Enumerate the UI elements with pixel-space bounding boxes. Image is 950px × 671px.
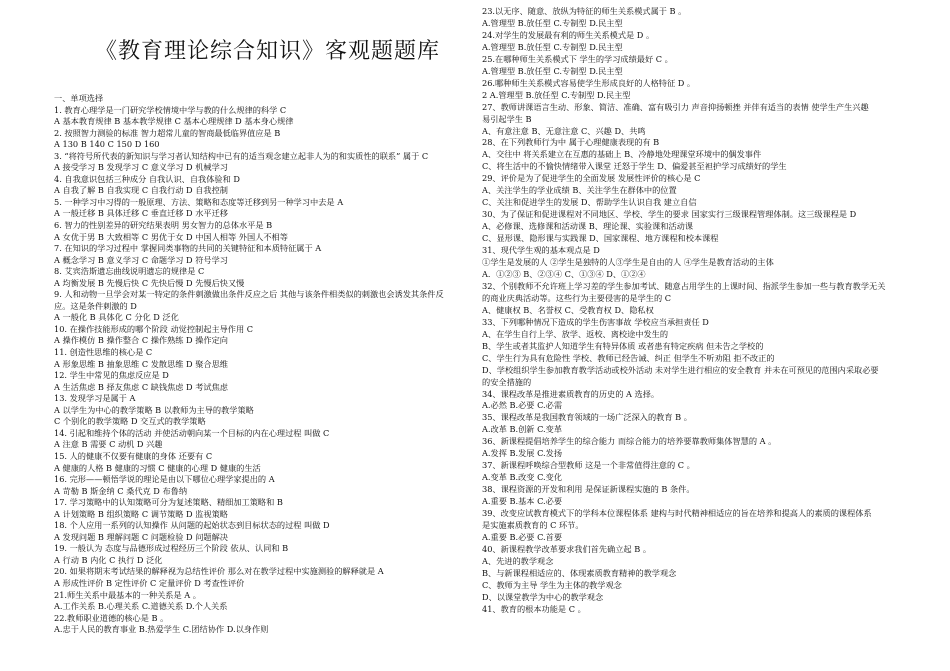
text-line: 6. 智力的性别差异的研究结果表明 男女智力的总体水平是 B — [54, 220, 273, 231]
text-line: A.管理型 B.放任型 C.专制型 D.民主型 — [482, 17, 623, 28]
text-line: A.改革 B.创新 C.变革 — [482, 424, 563, 435]
text-line: A 操作模仿 B 操作整合 C 操作熟练 D 操作定向 — [54, 335, 228, 346]
text-line: A 注意 B 需要 C 动机 D 兴趣 — [54, 439, 163, 450]
text-line: 36、新课程提倡培养学生的综合能力 而综合能力的培养要靠教师集体智慧的 A 。 — [482, 436, 777, 447]
text-line: A．①②③ B、②③④ C、①③④ D、①②④ — [482, 268, 646, 279]
text-line: A 接受学习 B 发现学习 C 意义学习 D 机械学习 — [54, 162, 228, 173]
text-line: A 健康的人格 B 健康的习惯 C 健康的心理 D 健康的生活 — [54, 462, 261, 473]
text-line: 2. 按照智力测验的标准 智力超常儿童的智商最低临界值应是 B — [54, 127, 281, 138]
text-line: B、与新课程相适应的、体现素质教育精神的教学观念 — [482, 567, 677, 578]
text-line: 25.在哪种师生关系模式下 学生的学习成绩最好 C 。 — [482, 53, 673, 64]
text-line: A、交往中 将关系建立在互惠的基础上 B、冷静地处理课堂环境中的偶发事件 — [482, 149, 762, 160]
text-line: 11. 创造性思维的核心是 C — [54, 347, 153, 358]
text-line: A 形象思维 B 抽象思维 C 发散思维 D 聚合思维 — [54, 358, 228, 369]
text-line: 17. 学习策略中的认知策略可分为复述策略、精细加工策略和 B — [54, 497, 283, 508]
text-line: 3. “将符号所代表的新知识与学习者认知结构中已有的适当观念建立起非人为的和实质性的联系” 属于 C — [54, 150, 429, 161]
text-line: C、显形课、隐形课与实践课 D、国家课程、地方课程和校本课程 — [482, 233, 719, 244]
text-line: A.发挥 B.发展 C.发扬 — [482, 448, 563, 459]
text-line: 一、单项选择 — [54, 93, 104, 103]
text-line: 4. 自我意识包括三种成分 自我认识、自我体验和 D — [54, 173, 240, 184]
text-line: 19. 一般认为 态度与品德形成过程经历三个阶段 依从、认同和 B — [54, 543, 289, 554]
text-line: 20. 如果将期末考试结果的解释视为总结性评价 那么对在教学过程中实施测验的解释就是 A — [54, 566, 384, 577]
text-line: A.工作关系 B.心理关系 C.道德关系 D.个人关系 — [54, 601, 228, 612]
text-line: A.管理型 B.放任型 C.专制型 D.民主型 — [482, 41, 623, 52]
text-line: 14. 引起和维持个体的活动 并使活动朝向某一个目标的内在心理过程 叫做 C — [54, 427, 330, 438]
text-line: A 女优于男 B 大致相等 C 男优于女 D 中国人相等 外国人不相等 — [54, 231, 288, 242]
text-line: 24.对学生的发展最有利的师生关系模式是 D 。 — [482, 29, 655, 40]
text-line: A 自我了解 B 自我实现 C 自我行动 D 自我控制 — [54, 185, 228, 196]
text-line: 35、课程改革是我国教育领域的一场广泛深入的教育 B 。 — [482, 412, 692, 423]
text-line: C、将生活中的不愉快情绪带入课堂 迁怒于学生 D、偏爱甚至袒护学习成绩好的学生 — [482, 161, 787, 172]
text-line: A 概念学习 B 意义学习 C 命题学习 D 符号学习 — [54, 254, 228, 265]
text-line: 8. 艾宾浩斯遗忘曲线说明遗忘的规律是 C — [54, 266, 205, 277]
text-line: ①学生是发展的人 ②学生是独特的人③学生是自由的人 ④学生是教育活动的主体 — [482, 257, 774, 268]
text-line: A.管理型 B.放任型 C.专制型 D.民主型 — [482, 65, 623, 76]
text-line: 40、新课程教学改革要求我们首先确立起 B 。 — [482, 543, 652, 554]
text-line: 的安全措施的 — [482, 376, 532, 387]
text-line: 16. 完形——顿悟学说的理论是由以下哪位心理学家提出的 A — [54, 474, 275, 485]
text-line: 13. 发现学习是属于 A — [54, 393, 136, 404]
text-line: 39、改变应试教育模式下的学科本位课程体系 建构与时代精神相适应的旨在培养和提高人的素质的课程体系 — [482, 508, 872, 519]
text-line: 12. 学生中常见的焦虑反应是 D — [54, 370, 169, 381]
text-line: D、学校组织学生参加教育教学活动或校外活动 未对学生进行相应的安全教育 并未在可预见的范围内采取必要 — [482, 364, 879, 375]
text-line: 15. 人的健康不仅要有健康的身体 还要有 C — [54, 450, 213, 461]
text-line: A.忠于人民的教育事业 B.热爱学生 C.团结协作 D.以身作则 — [54, 624, 269, 635]
text-line: A、关注学生的学业成绩 B、关注学生在群体中的位置 — [482, 185, 677, 196]
text-line: A 一般迁移 B 具体迁移 C 垂直迁移 D 水平迁移 — [54, 208, 228, 219]
text-line: 37、新课程呼唤综合型教师 这是一个非常值得注意的 C 。 — [482, 460, 695, 471]
left-column — [54, 93, 469, 636]
document-title: 《教育理论综合知识》客观题题库 — [95, 39, 441, 64]
text-line: A.变革 B.改变 C.变化 — [482, 472, 563, 483]
text-line: B、学生或者其监护人知道学生有特异体质 或者患有特定疾病 但未告之学校的 — [482, 340, 764, 351]
text-line: 27、教师讲课语言生动、形象、简洁、准确、富有吸引力 声音抑扬顿挫 并伴有适当的表情 使学生产生兴趣 — [482, 101, 869, 112]
text-line: 26.哪种师生关系模式容易使学生形成良好的人格特征 D 。 — [482, 77, 696, 88]
text-line: A 生活焦虑 B 择友焦虑 C 缺钱焦虑 D 考试焦虑 — [54, 381, 228, 392]
text-line: A、在学生自行上学、放学、返校、离校途中发生的 — [482, 328, 669, 339]
text-line: 33、下列哪种情况下造成的学生伤害事故 学校应当承担责任 D — [482, 316, 709, 327]
text-line: D、以课堂教学为中心的教学观念 — [482, 591, 604, 602]
text-line: A、有意注意 B、无意注意 C、兴趣 D、共鸣 — [482, 125, 646, 136]
text-line: C、关注和促进学生的发展 D、帮助学生认识自我 建立自信 — [482, 197, 697, 208]
text-line: 应。这是条件刺激的 D — [54, 300, 137, 311]
text-line: A 基本教育规律 B 基本教学规律 C 基本心理规律 D 基本身心规律 — [54, 116, 294, 127]
text-line: 21.师生关系中最基本的一种关系是 A 。 — [54, 589, 201, 600]
text-line: 的商业庆典活动等。这些行为主要侵害的是学生的 C — [482, 292, 671, 303]
text-line: 5. 一种学习中习得的一般原理、方法、策略和态度等迁移到另一种学习中去是 A — [54, 196, 344, 207]
text-line: 22.教师职业道德的核心是 B 。 — [54, 612, 169, 623]
text-line: 18. 个人应用一系列的认知操作 从问题的起始状态到目标状态的过程 叫做 D — [54, 520, 330, 531]
text-line: A、必修课、选修课和活动课 B、理论课、实验课和活动课 — [482, 221, 694, 232]
text-line: 38、课程资源的开发和利用 是保证新课程实施的 B 条件。 — [482, 484, 695, 495]
text-line: 7. 在知识的学习过程中 掌握同类事物的共同的关键特征和本质特征属于 A — [54, 243, 322, 254]
text-line: 1. 教育心理学是一门研究学校情境中学与教的什么规律的科学 C — [54, 104, 287, 115]
text-line: A 行动 B 内化 C 执行 D 泛化 — [54, 554, 163, 565]
text-line: 23.以无序、随意、放纵为特征的师生关系模式属于 B 。 — [482, 6, 687, 16]
text-line: 9. 人和动物一旦学会对某一特定的条件刺激做出条件反应之后 其他与该条件相类似的刺激也会诱发其条件反 — [54, 289, 444, 300]
text-line: C、教师为主导 学生为主体的教学观念 — [482, 579, 622, 590]
text-line: A.必然 B.必要 C.必需 — [482, 400, 563, 411]
text-line: C 个别化的教学策略 D 交互式的教学策略 — [54, 416, 206, 427]
text-line: A、先进的教学观念 — [482, 555, 554, 566]
text-line: A 一般化 B 具体化 C 分化 D 泛化 — [54, 312, 179, 323]
text-line: A 以学生为中心的教学策略 B 以教师为主导的教学策略 — [54, 404, 254, 415]
text-line: 易引起学生 B — [482, 113, 532, 124]
text-line: 10. 在操作技能形成的哪个阶段 动觉控制起主导作用 C — [54, 323, 254, 334]
text-line: 29、评价是为了促进学生的全面发展 发展性评价的核心是 C — [482, 173, 701, 184]
text-line: A 均衡发展 B 先慢后快 C 先快后慢 D 先慢后快又慢 — [54, 277, 245, 288]
text-line: 41、教育的根本功能是 C 。 — [482, 603, 586, 614]
text-line: 31、现代学生观的基本观点是 D — [482, 245, 600, 256]
text-line: A.重要 B.必要 C.首要 — [482, 531, 563, 542]
text-line: A、健康权 B、名誉权 C、受教育权 D、隐私权 — [482, 304, 654, 315]
text-line: 32、个别教师不允许班上学习差的学生参加考试、随意占用学生的上课时间、指派学生参加一些与教育教学无关 — [482, 280, 886, 291]
text-line: A 发现问题 B 理解问题 C 问题检验 D 问题解决 — [54, 531, 228, 542]
text-line: 34、课程改革是推进素质教育的历史的 A 选择。 — [482, 388, 660, 399]
text-line: 28、在下列教师行为中 属于心理健康表现的有 B — [482, 137, 660, 148]
text-line: A 形成性评价 B 定性评价 C 定量评价 D 考查性评价 — [54, 577, 245, 588]
right-column — [482, 6, 937, 616]
text-line: A 苛勒 B 斯金纳 C 桑代克 D 布鲁纳 — [54, 485, 188, 496]
text-line: A 计划策略 B 组织策略 C 调节策略 D 监视策略 — [54, 508, 228, 519]
text-line: 30、为了保证和促进课程对不同地区、学校、学生的要求 国家实行三级课程管理体制。这三级课程是 D — [482, 209, 857, 220]
text-line: 2 A.管理型 B.放任型 C.专制型 D.民主型 — [482, 89, 631, 100]
text-line: 是实施素质教育的 C 环节。 — [482, 519, 584, 530]
text-line: A 130 B 140 C 150 D 160 — [54, 139, 160, 150]
text-line: A.重要 B.基本 C.必要 — [482, 496, 563, 507]
text-line: C、学生行为具有危险性 学校、教师已经告诫、纠正 但学生不听劝阻 拒不改正的 — [482, 352, 775, 363]
